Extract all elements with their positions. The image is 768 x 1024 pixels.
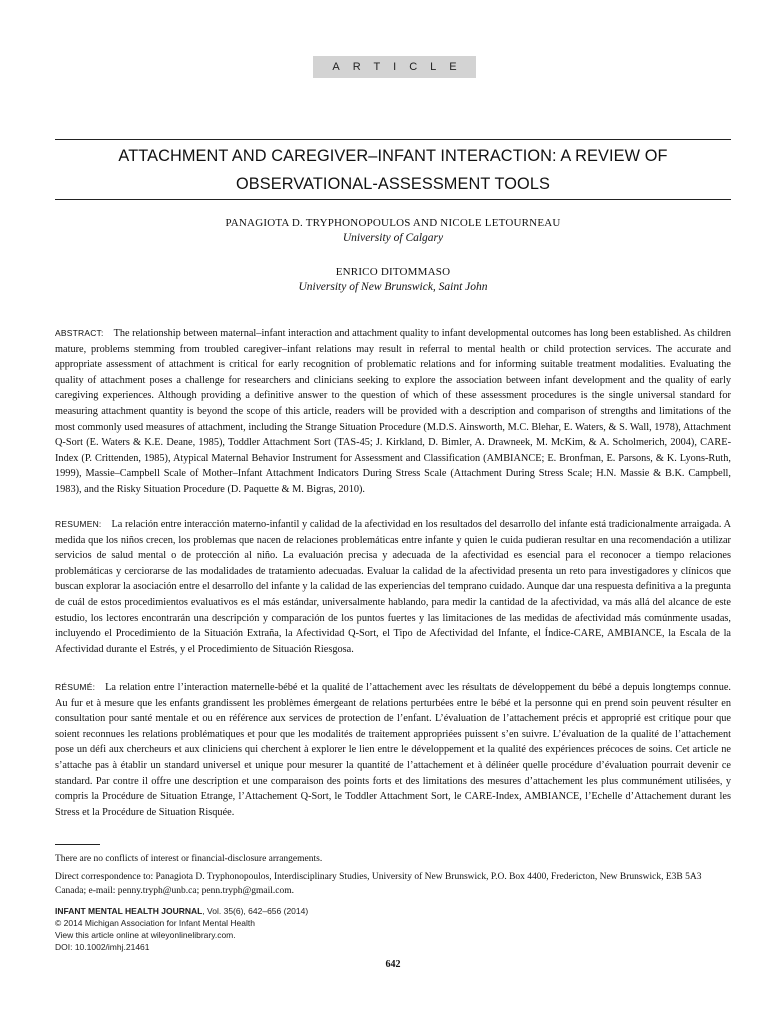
title-line-2: OBSERVATIONAL-ASSESSMENT TOOLS xyxy=(236,174,550,193)
page-number: 642 xyxy=(385,959,401,970)
resumen-text: La relación entre interacción materno-infantil y calidad de la afectividad en los resultados del desarrollo del infante está tradicionalmente arraigada. A medida que los niños crecen, los problemas que nacen de relaciones problemáticas entre infante y quien le cuida pudieran resultar en una recomendación a utilizar servicios de salud mental o de protección al niño. La evaluación precisa y adecuada de la afectividad es esencial para el reconocer a tiempo relaciones problemáticas y cerciorarse de las modalidades de tratamiento adecuadas. Evaluar la calidad de la afectividad presenta un reto para investigadores y clínicos que buscan explorar la asociación entre el desarrollo del infante y la calidad de las experiencias del temprano cuidado. Aunque dar una respuesta definitiva a la pregunta de cuál de estos procedimientos evaluativos es el más estándar, universalmente hablando, para medir la cantidad de la afectividad, va más allá del alcance de este estudio, los lectores encontrarán una descripción y comparación de los puntos fuertes y las limitaciones de las medidas de afectividad más comúnmente usadas, incluyendo el Procedimiento de la Situación Extraña, la Afectividad Q-Sort, el Tipo de Afectividad del Infante, el Índice-CARE, AMBIANCE, la Escala de la Afectividad durante el Estrés, y el Procedimiento de Situación Riesgosa. xyxy=(55,519,731,655)
resumen-label: RESUMEN: xyxy=(55,519,102,529)
authors-primary: PANAGIOTA D. TRYPHONOPOULOS AND NICOLE LETOURNEAU xyxy=(225,217,561,229)
footnote-correspondence: Direct correspondence to: Panagiota D. Tryphonopoulos, Interdisciplinary Studies, University of New Brunswick, P.O. Box 4400, Fredericton, New Brunswick, E3B 5A3 Canada; e-mail: penny.tryph@unb.ca; penn.tryph@gmail.com. xyxy=(55,872,702,896)
resume-text: La relation entre l’interaction maternelle-bébé et la qualité de l’attachement avec les résultats de développement du bébé a depuis longtemps connue. Au fur et à mesure que les enfants grandissent les problèmes émergeant de relations perturbées entre le bébé et la personne qui en prend soin peuvent résulter en consultation pour santé mentale et ou en référence aux services de protection de l’enfant. L’évaluation de l’attachement précis et approprié est critique pour que soient reconnues les relations problématiques et pour que les modalités de traitement appropriées puissent s’en suivre. L’évaluation de la qualité de l’attachement pose un défi aux chercheurs et aux cliniciens qui cherchent à explorer le lien entre le développement et la qualité des expériences précoces de soins. Cet article ne s’attache pas à établir un standard universel et unique pour mesurer la quantité de l’attachement et à délinéer quelle procédure d’évaluation pourrait devenir ce standard. Par contre il offre une description et une comparaison des points forts et des limitations des mesures d’attachement les plus communément utilisées, y compris la Procédure de Situation Etrange, l’Attachement Q-Sort, le Toddler Attachment Sort, le CARE-Index, AMBIANCE, l’Echelle d’Attachement durant les Stress et la Procédure de Situation Risquée. xyxy=(55,682,731,818)
journal-info xyxy=(55,905,308,953)
journal-name: INFANT MENTAL HEALTH JOURNAL xyxy=(55,906,203,916)
footnote-conflict: There are no conflicts of interest or financial-disclosure arrangements. xyxy=(55,854,323,864)
journal-copyright: © 2014 Michigan Association for Infant Mental Health xyxy=(55,918,255,928)
title-top-rule xyxy=(55,139,731,140)
abstract-text: The relationship between maternal–infant interaction and attachment quality to infant developmental outcomes has long been established. As children mature, problems stemming from troubled caregiver–infant relations may result in referral to mental health or child protection services. The accurate and appropriate assessment of attachment is critical for early recognition of problematic relations and for informing suitable treatment modalities. Evaluating the quality of attachment poses a challenge for researchers and clinicians seeking to explore the association between infant development and the quality of early caregiving experiences. Although providing a definitive answer to the question of which of these assessment procedures is the single universal standard for measuring attachment quantity is beyond the scope of this article, readers will be provided with a description and comparison of strengths and limitations of the most commonly used measures of attachment, including the Strange Situation Procedure (M.D.S. Ainsworth, M.C. Blehar, E. Waters, & S. Wall, 1978), Attachment Q-Sort (E. Waters & K.E. Deane, 1985), Toddler Attachment Sort (TAS-45; J. Kirkland, D. Bimler, A. Drawneek, M. McKim, & A. Scholmerich, 2004), CARE-Index (P. Crittenden, 1985), Atypical Maternal Behavior Instrument for Assessment and Classification (AMBIANCE; E. Bronfman, E. Parsons, & K. Lyons-Ruth, 1999), Massie–Campbell Scale of Mother–Infant Attachment Indicators During Stress Scale (Attachment During Stress Scale; H.N. Massie & B.K. Campbell, 1983), and the Risky Situation Procedure (D. Paquette & M. Bigras, 2010). xyxy=(55,328,731,495)
abstract-spanish xyxy=(55,517,731,657)
affiliation-secondary: University of New Brunswick, Saint John xyxy=(298,281,488,293)
article-type-label: ARTICLE xyxy=(313,56,476,78)
journal-doi: DOI: 10.1002/imhj.21461 xyxy=(55,942,150,952)
abstract-french xyxy=(55,680,731,820)
article-title xyxy=(69,142,718,198)
authors-secondary: ENRICO DITOMMASO xyxy=(335,266,451,278)
abstract-label: ABSTRACT: xyxy=(55,328,104,338)
journal-volume: , Vol. 35(6), 642–656 (2014) xyxy=(202,906,309,916)
resume-label: RÉSUMÉ: xyxy=(55,682,96,692)
abstract-english xyxy=(55,326,731,498)
title-bottom-rule xyxy=(55,199,731,200)
title-line-1: ATTACHMENT AND CAREGIVER–INFANT INTERACTION: A REVIEW OF xyxy=(118,146,668,165)
journal-citation xyxy=(55,905,308,917)
footnote-rule xyxy=(55,844,100,845)
journal-online: View this article online at wileyonlinelibrary.com. xyxy=(55,930,236,940)
affiliation-primary: University of Calgary xyxy=(342,232,444,244)
